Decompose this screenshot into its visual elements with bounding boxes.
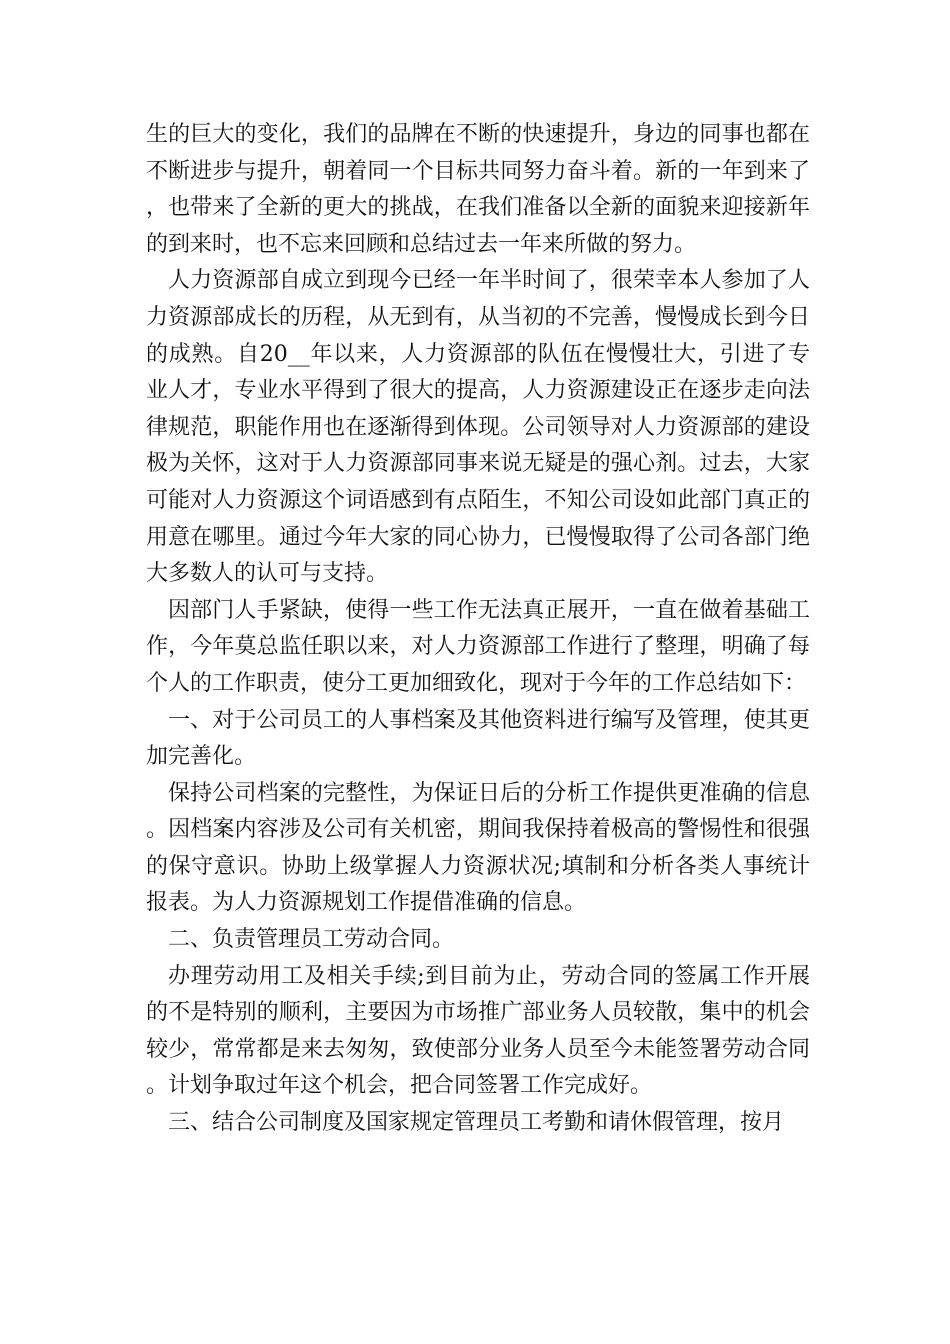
document-body [146,117,810,1142]
paragraph-2: 人力资源部自成立到现今已经一年半时间了，很荣幸本人参加了人力资源部成长的历程，从无到有，从当初的不完善，慢慢成长到今日的成熟。自20__年以来，人力资源部的队伍在慢慢壮大，引进了专业人才，专业水平得到了很大的提高，人力资源建设正在逐步走向法律规范，职能作用也在逐渐得到体现。公司领导对人力资源部的建设极为关怀，这对于人力资源部同事来说无疑是的强心剂。过去，大家可能对人力资源这个词语感到有点陌生，不知公司设如此部门真正的用意在哪里。通过今年大家的同心协力，已慢慢取得了公司各部门绝大多数人的认可与支持。 [146,268,810,587]
paragraph-1: 生的巨大的变化，我们的品牌在不断的快速提升，身边的同事也都在不断进步与提升，朝着同一个目标共同努力奋斗着。新的一年到来了，也带来了全新的更大的挑战，在我们准备以全新的面貌来迎接新年的到来时，也不忘来回顾和总结过去一年来所做的努力。 [146,122,810,257]
paragraph-4: 保持公司档案的完整性，为保证日后的分析工作提供更准确的信息。因档案内容涉及公司有关机密，期间我保持着极高的警惕性和很强的保守意识。协助上级掌握人力资源状况;填制和分析各类人事统计报表。为人力资源规划工作提借准确的信息。 [146,780,810,916]
paragraph-3: 因部门人手紧缺，使得一些工作无法真正展开，一直在做着基础工作，今年莫总监任职以来，对人力资源部工作进行了整理，明确了每个人的工作职责，使分工更加细致化，现对于今年的工作总结如下： [146,597,810,696]
section-heading-3: 三、结合公司制度及国家规定管理员工考勤和请休假管理，按月 [168,1110,785,1136]
paragraph-5: 办理劳动用工及相关手续;到目前为止，劳动合同的签属工作开展的不是特别的顺利，主要因为市场推广部业务人员较散，集中的机会较少，常常都是来去匆匆，致使部分业务人员至今未能签署劳动合同。计划争取过年这个机会，把合同签署工作完成好。 [146,963,810,1099]
section-heading-1: 一、对于公司员工的人事档案及其他资料进行编写及管理，使其更加完善化。 [146,707,810,770]
section-heading-2: 二、负责管理员工劳动合同。 [168,927,455,953]
